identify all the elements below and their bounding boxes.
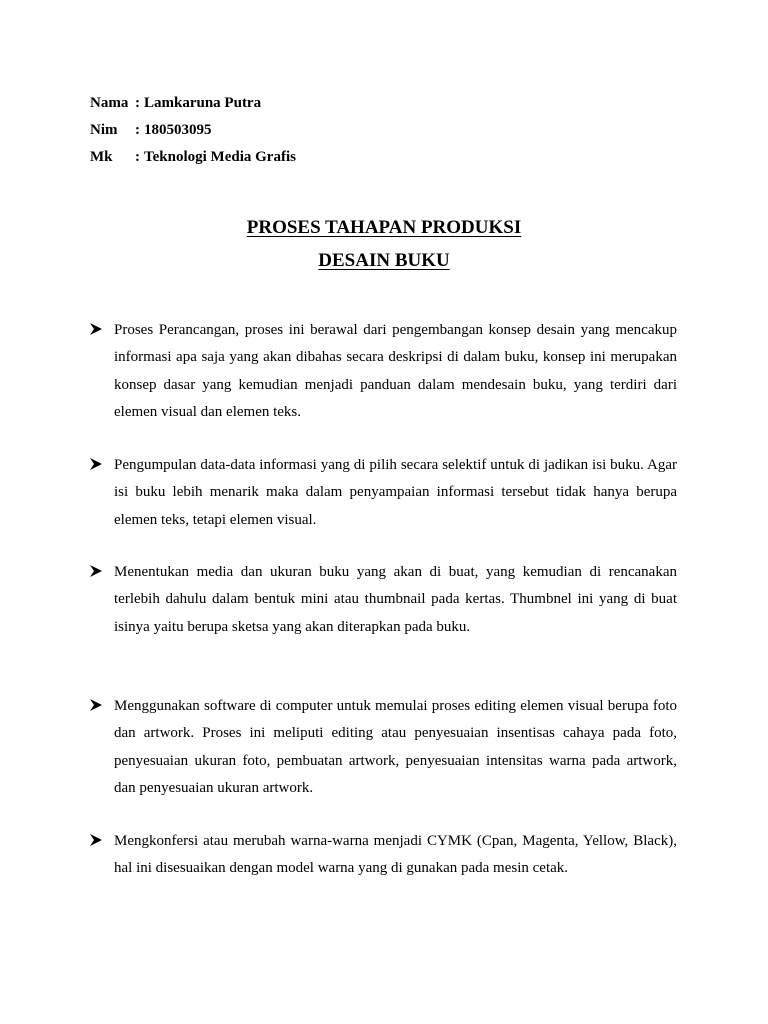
list-item xyxy=(89,559,677,641)
course-value: Teknologi Media Grafis xyxy=(144,149,296,165)
list-item xyxy=(89,317,677,427)
arrowhead-bullet-icon xyxy=(89,833,103,847)
list-item xyxy=(89,828,677,883)
arrowhead-bullet-icon xyxy=(89,457,103,471)
student-name-row xyxy=(90,90,296,117)
student-info xyxy=(90,90,296,171)
list-item-text: Menggunakan software di computer untuk memulai proses editing elemen visual berupa foto dan artwork. Proses ini meliputi editing atau penyesuaian insentisas cahaya pada foto, penyesuaian ukuran foto, pembuatan artwork, penyesuaian intensitas warna pada artwork, dan penyesuaian ukuran artwork. xyxy=(114,698,677,797)
nim-label: Nim xyxy=(90,122,118,138)
course-row xyxy=(90,144,296,171)
student-id-row xyxy=(90,117,296,144)
name-label: Nama xyxy=(90,95,129,111)
title-line-1: PROSES TAHAPAN PRODUKSI xyxy=(246,217,522,238)
list-item xyxy=(89,452,677,534)
arrowhead-bullet-icon xyxy=(89,322,103,336)
document-title xyxy=(0,211,768,277)
course-colon: : xyxy=(135,149,140,165)
list-item xyxy=(89,693,677,803)
name-value: Lamkaruna Putra xyxy=(144,95,262,111)
arrowhead-bullet-icon xyxy=(89,564,103,578)
list-item-text: Pengumpulan data-data informasi yang di pilih secara selektif untuk di jadikan isi buku. Agar isi buku lebih menarik maka dalam penyampaian informasi tersebut tidak hanya berupa elemen teks, tetapi elemen visual. xyxy=(114,457,677,528)
course-label: Mk xyxy=(90,149,113,165)
title-line-2: DESAIN BUKU xyxy=(318,250,450,271)
name-colon: : xyxy=(135,95,140,111)
arrowhead-bullet-icon xyxy=(89,698,103,712)
list-item-text: Proses Perancangan, proses ini berawal dari pengembangan konsep desain yang mencakup informasi apa saja yang akan dibahas secara deskripsi di dalam buku, konsep ini merupakan konsep dasar yang kemudian menjadi panduan dalam mendesain buku, yang terdiri dari elemen visual dan elemen teks. xyxy=(114,322,677,421)
nim-value: 180503095 xyxy=(144,122,212,138)
nim-colon: : xyxy=(135,122,140,138)
list-item-text: Menentukan media dan ukuran buku yang akan di buat, yang kemudian di rencanakan terlebih dahulu dalam bentuk mini atau thumbnail pada kertas. Thumbnel ini yang di buat isinya yaitu berupa sketsa yang akan diterapkan pada buku. xyxy=(114,564,677,635)
list-item-text: Mengkonfersi atau merubah warna-warna menjadi CYMK (Cpan, Magenta, Yellow, Black), hal ini disesuaikan dengan model warna yang di gunakan pada mesin cetak. xyxy=(114,833,677,877)
